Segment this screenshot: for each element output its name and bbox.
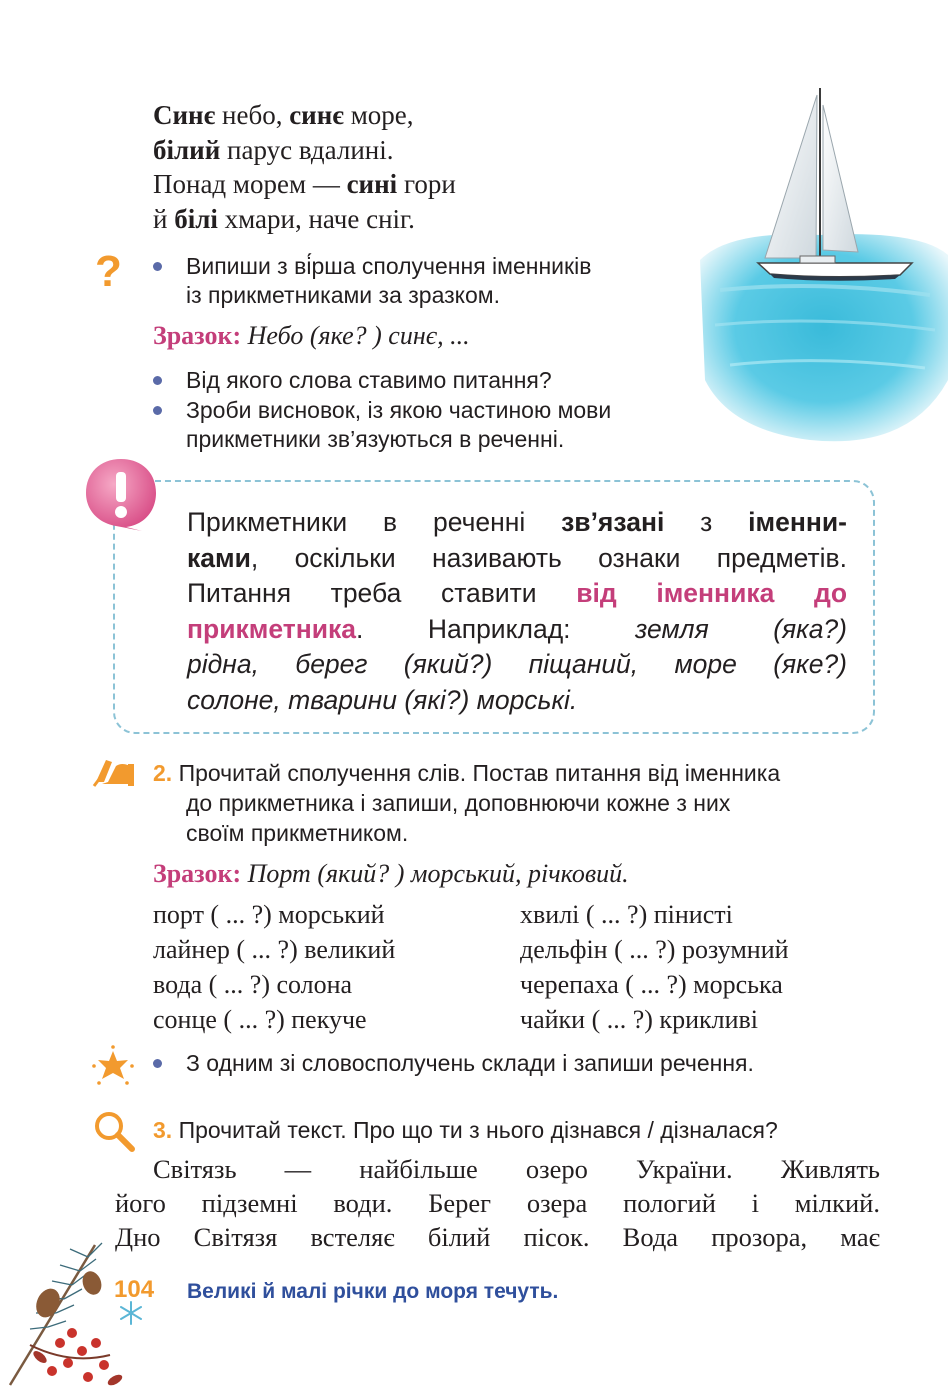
- sailboat-sea-illustration: [690, 80, 950, 460]
- pine-branch-decoration: [0, 1225, 170, 1394]
- question-2: Від якого слова ставимо питання?: [153, 366, 693, 396]
- bullet-icon: [153, 262, 162, 271]
- word-item: лайнер ( ... ?) великий: [153, 935, 396, 964]
- word-item: сонце ( ... ?) пекуче: [153, 1005, 367, 1034]
- word-item: дельфін ( ... ?) розумний: [520, 935, 789, 964]
- footer-title: Великі й малі річки до моря течуть.: [187, 1280, 559, 1303]
- task-star: З одним зі словосполучень склади і запиши речення.: [153, 1049, 893, 1079]
- poem: Синє небо, синє море, білий парус вдалині. Понад морем — сині гори й білі хмари, наче сніг.: [153, 100, 456, 234]
- reading-text: Світязь — найбільше озеро України. Живлять його підземні води. Берег озера пологий і мілкий. Дно Світязя встеляє білий пісок. Вода прозора, має: [115, 1154, 880, 1252]
- question-3: Зроби висновок, із якою частиною мови прикметники зв’язуються в реченні.: [153, 396, 693, 456]
- writing-hand-icon: [92, 752, 136, 788]
- poem-word: Синє: [153, 100, 216, 130]
- sample-1: Зразок: Небо (яке? ) синє, ...: [153, 321, 470, 350]
- rule-text: Прикметники в реченні зв’язані з іменни- ками, оскільки називають ознаки предметів. Питання треба ставити від іменника до прикметника. Наприклад: земля (яка?) рідна, берег (який?) піщаний, море (яке?) солоне, тварини (які?) морські.: [187, 507, 848, 715]
- word-item: чайки ( ... ?) крикливі: [520, 1005, 758, 1034]
- question-mark-icon: ?: [95, 247, 122, 296]
- question-1: Випиши з ві́рша сполучення іменників із прикметниками за зразком.: [153, 252, 693, 312]
- word-list-left: [153, 897, 395, 1037]
- page-number: 104: [114, 1276, 155, 1303]
- exercise-3: 3. Прочитай текст. Про що ти з нього дізнався / дізналася?: [153, 1117, 778, 1143]
- magnifier-icon: [92, 1110, 138, 1154]
- bullet-icon: [153, 1059, 162, 1068]
- bullet-icon: [153, 376, 162, 385]
- star-icon: [92, 1045, 134, 1087]
- word-item: хвилі ( ... ?) пінисті: [520, 900, 733, 929]
- word-item: порт ( ... ?) морський: [153, 900, 385, 929]
- exclamation-icon: [82, 455, 160, 533]
- sample-2: Зразок: Порт (який? ) морський, річковий.: [153, 859, 629, 888]
- word-item: вода ( ... ?) солона: [153, 970, 353, 999]
- word-item: черепаха ( ... ?) морська: [520, 970, 783, 999]
- exercise-2: 2. Прочитай сполучення слів. Постав питання від іменника до прикметника і запиши, доповнюючи кожне з них своїм прикметником.: [153, 760, 781, 846]
- bullet-icon: [153, 406, 162, 415]
- word-list-right: [520, 897, 789, 1037]
